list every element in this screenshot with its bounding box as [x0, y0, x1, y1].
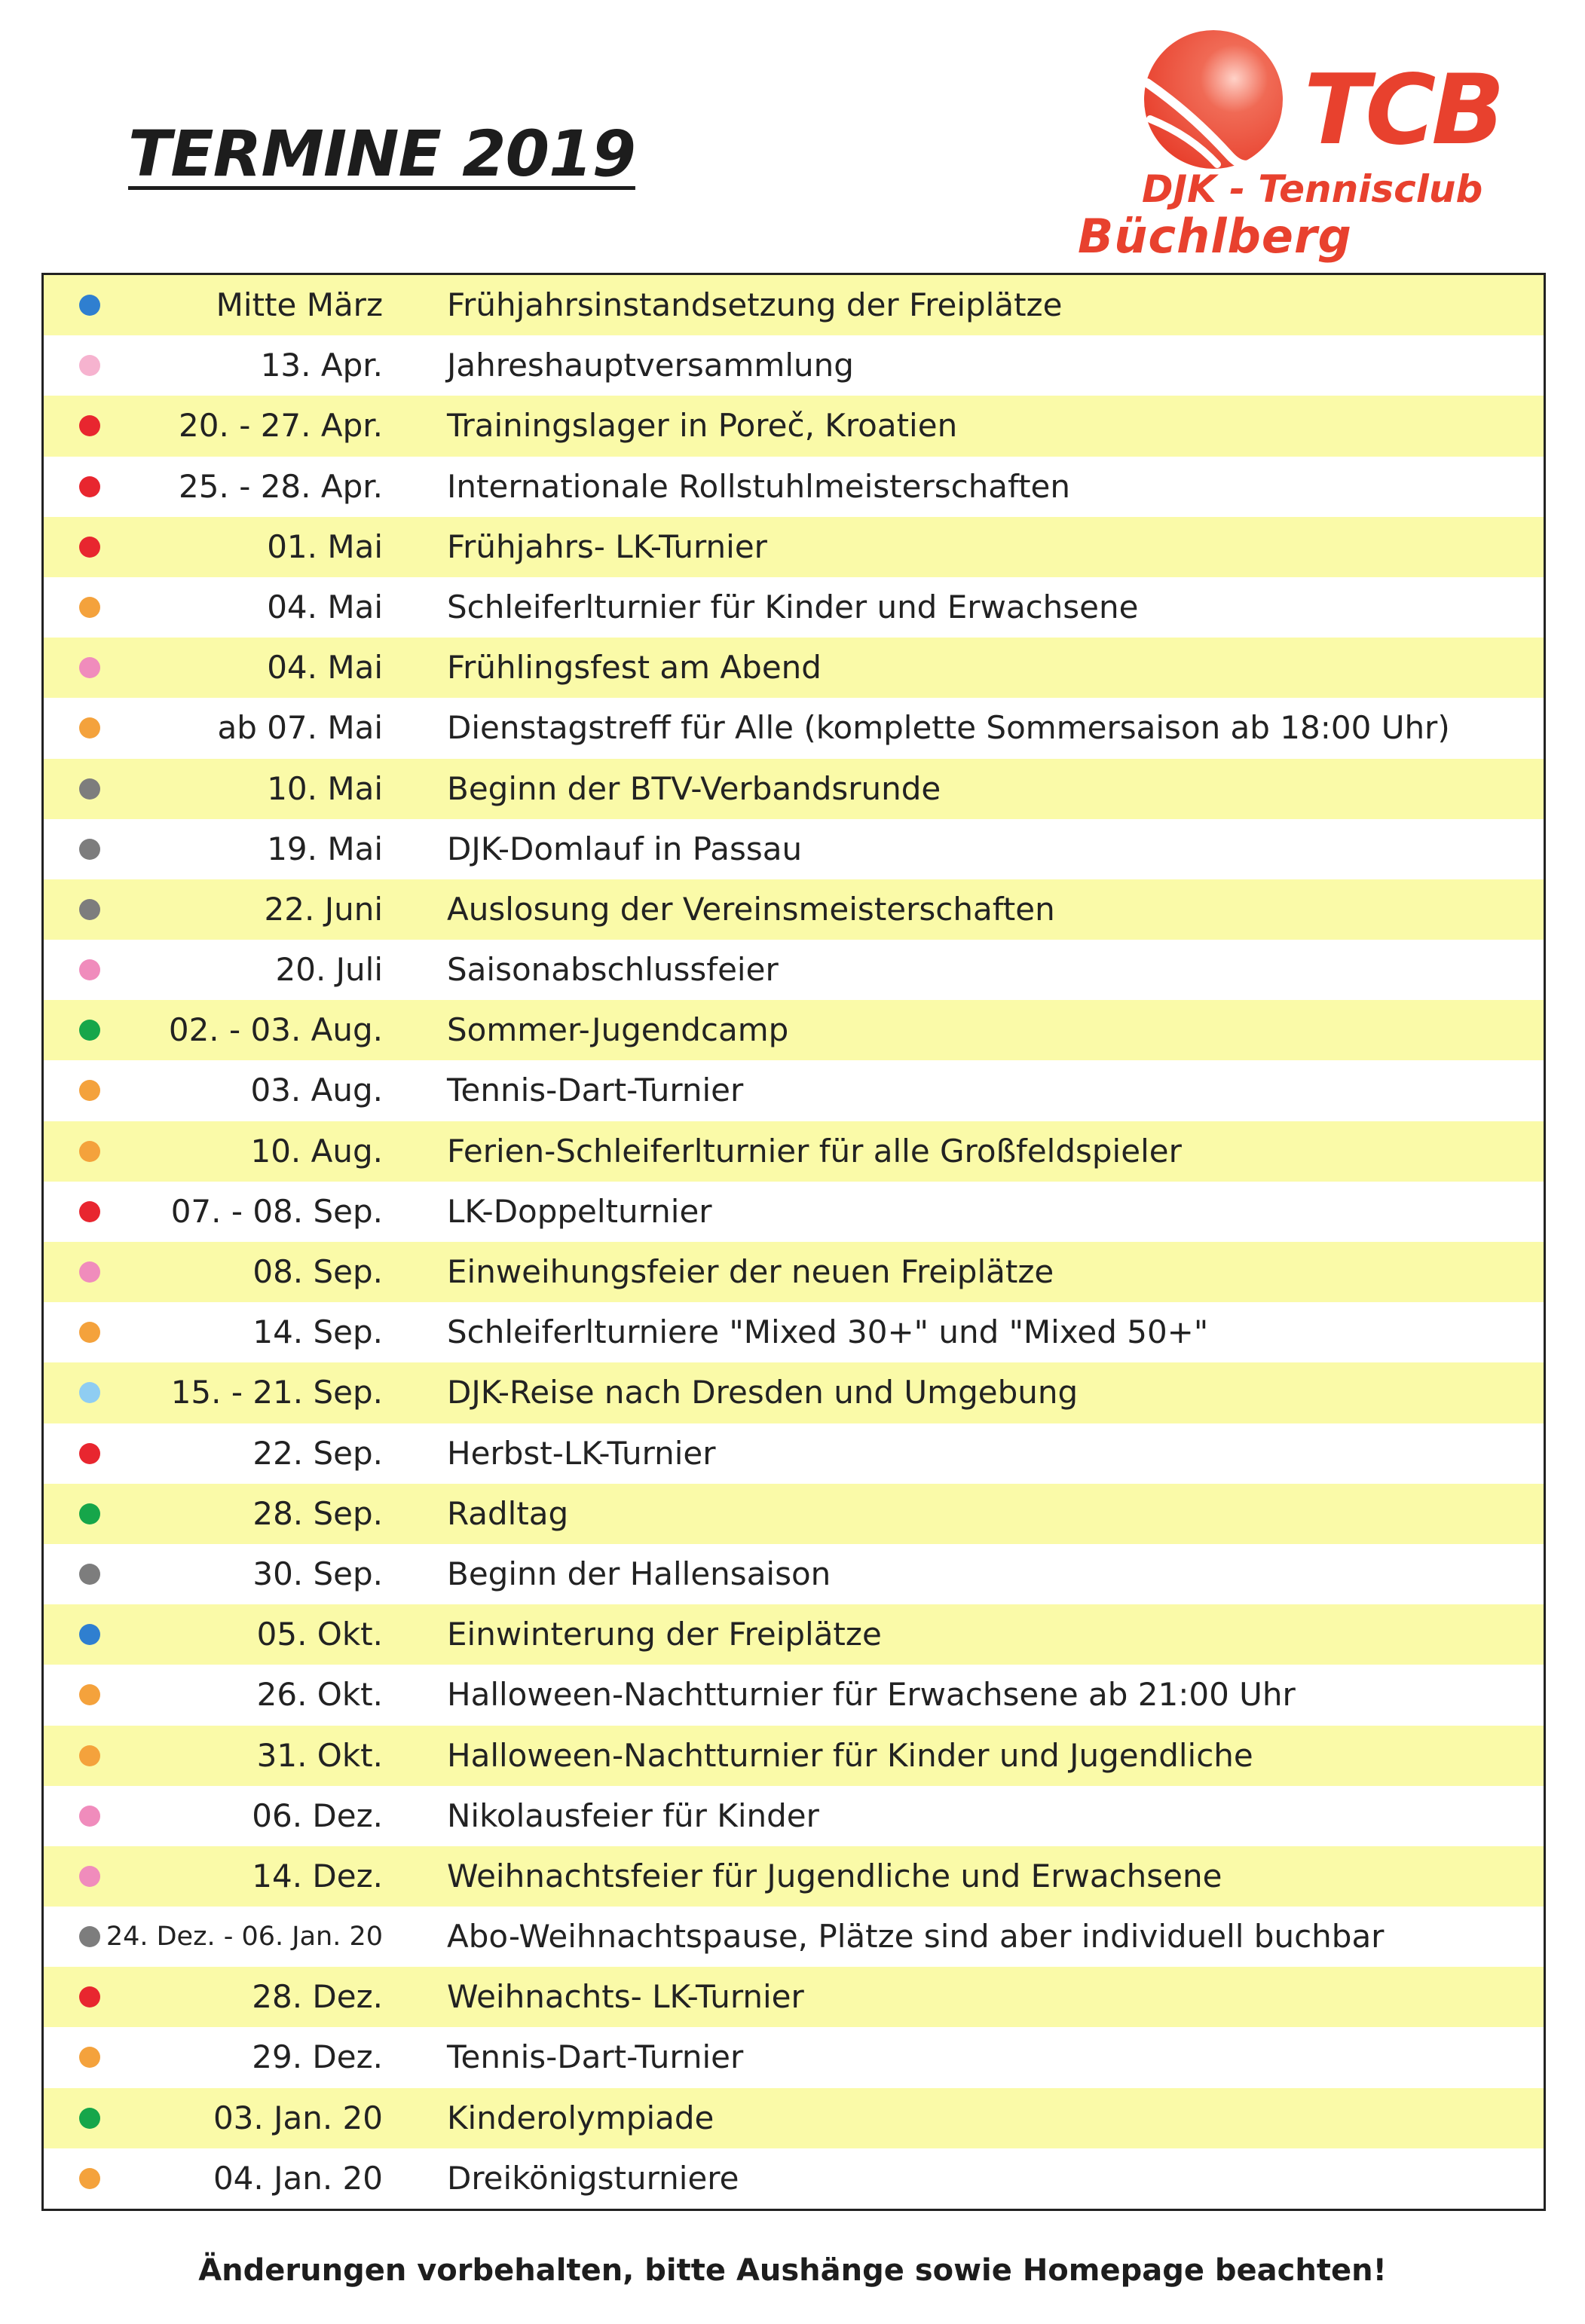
category-dot-icon	[79, 1745, 100, 1766]
event-row	[44, 1000, 1544, 1060]
category-dot-icon	[79, 1866, 100, 1887]
category-dot-icon	[79, 778, 100, 800]
event-date: 28. Sep.	[252, 1494, 383, 1532]
category-dot-icon	[79, 355, 100, 376]
event-row	[44, 1846, 1544, 1907]
event-row	[44, 819, 1544, 879]
event-date: 22. Juni	[264, 890, 383, 928]
category-dot-icon	[79, 1080, 100, 1101]
category-dot-icon	[79, 717, 100, 738]
event-title: Einwinterung der Freiplätze	[447, 1616, 882, 1653]
category-dot-icon	[79, 1020, 100, 1041]
page-title: TERMINE 2019	[128, 117, 635, 191]
event-row	[44, 1484, 1544, 1544]
event-row	[44, 1907, 1544, 1967]
category-dot-icon	[79, 1564, 100, 1585]
event-row	[44, 879, 1544, 940]
event-row	[44, 457, 1544, 517]
event-row	[44, 940, 1544, 1000]
event-row	[44, 1665, 1544, 1725]
event-title: Internationale Rollstuhlmeisterschaften	[447, 467, 1071, 505]
event-date: 05. Okt.	[256, 1616, 383, 1653]
event-title: Auslosung der Vereinsmeisterschaften	[447, 890, 1055, 928]
event-title: Radltag	[447, 1494, 569, 1532]
event-title: Abo-Weihnachtspause, Plätze sind aber individuell buchbar	[447, 1918, 1385, 1956]
event-row	[44, 1060, 1544, 1121]
category-dot-icon	[79, 1624, 100, 1645]
category-dot-icon	[79, 1322, 100, 1343]
event-title: Beginn der Hallensaison	[447, 1555, 831, 1592]
event-date: 10. Mai	[267, 769, 383, 807]
event-date: 02. - 03. Aug.	[168, 1011, 383, 1049]
event-date: 07. - 08. Sep.	[170, 1192, 383, 1230]
event-row	[44, 1423, 1544, 1484]
event-title: Halloween-Nachtturnier für Kinder und Jugendliche	[447, 1736, 1253, 1774]
event-date: 03. Jan. 20	[213, 2099, 383, 2136]
event-title: Sommer-Jugendcamp	[447, 1011, 789, 1049]
event-date: 20. Juli	[275, 951, 383, 989]
event-row	[44, 698, 1544, 758]
event-title: Einweihungsfeier der neuen Freiplätze	[447, 1253, 1054, 1290]
event-title: Schleiferlturnier für Kinder und Erwachsene	[447, 588, 1139, 625]
event-row	[44, 1604, 1544, 1665]
event-title: Saisonabschlussfeier	[447, 951, 779, 989]
event-date: 14. Sep.	[252, 1313, 383, 1351]
category-dot-icon	[79, 839, 100, 860]
category-dot-icon	[79, 476, 100, 497]
event-row	[44, 759, 1544, 819]
event-date: 20. - 27. Apr.	[179, 407, 383, 445]
category-dot-icon	[79, 2108, 100, 2129]
logo-line2: Büchlberg	[1078, 209, 1352, 264]
event-row	[44, 1121, 1544, 1182]
category-dot-icon	[79, 1926, 100, 1947]
category-dot-icon	[79, 415, 100, 436]
event-title: Frühjahrsinstandsetzung der Freiplätze	[447, 286, 1063, 323]
club-logo	[1078, 30, 1545, 271]
event-date: Mitte März	[216, 286, 383, 323]
event-title: Halloween-Nachtturnier für Erwachsene ab 21:00 Uhr	[447, 1676, 1296, 1714]
event-date: 04. Mai	[267, 588, 383, 625]
category-dot-icon	[79, 295, 100, 316]
event-row	[44, 1726, 1544, 1786]
event-title: DJK-Reise nach Dresden und Umgebung	[447, 1374, 1079, 1411]
event-title: Tennis-Dart-Turnier	[447, 2038, 744, 2076]
category-dot-icon	[79, 1986, 100, 2008]
event-title: Kinderolympiade	[447, 2099, 714, 2136]
event-title: Trainingslager in Poreč, Kroatien	[447, 407, 958, 445]
event-date: 26. Okt.	[256, 1676, 383, 1714]
events-table	[41, 273, 1546, 2211]
event-date: 06. Dez.	[252, 1797, 383, 1834]
event-date: 30. Sep.	[252, 1555, 383, 1592]
event-row	[44, 1182, 1544, 1242]
event-title: Jahreshauptversammlung	[447, 347, 854, 384]
event-date: 15. - 21. Sep.	[170, 1374, 383, 1411]
event-row	[44, 577, 1544, 638]
category-dot-icon	[79, 2168, 100, 2189]
event-row	[44, 396, 1544, 456]
event-title: Dreikönigsturniere	[447, 2159, 739, 2197]
event-row	[44, 2027, 1544, 2087]
category-dot-icon	[79, 1382, 100, 1403]
event-title: LK-Doppelturnier	[447, 1192, 712, 1230]
event-row	[44, 1302, 1544, 1362]
category-dot-icon	[79, 1684, 100, 1705]
category-dot-icon	[79, 1261, 100, 1283]
event-title: Nikolausfeier für Kinder	[447, 1797, 819, 1834]
event-date: 19. Mai	[267, 830, 383, 867]
event-date: 03. Aug.	[250, 1072, 383, 1109]
category-dot-icon	[79, 657, 100, 678]
event-title: Tennis-Dart-Turnier	[447, 1072, 744, 1109]
event-row	[44, 335, 1544, 396]
event-row	[44, 638, 1544, 698]
event-row	[44, 517, 1544, 577]
event-date: 14. Dez.	[252, 1857, 383, 1894]
event-title: Herbst-LK-Turnier	[447, 1434, 716, 1472]
category-dot-icon	[79, 1503, 100, 1524]
event-date: 04. Mai	[267, 649, 383, 686]
event-date: 25. - 28. Apr.	[179, 467, 383, 505]
category-dot-icon	[79, 2047, 100, 2068]
event-date: 24. Dez. - 06. Jan. 20	[106, 1922, 383, 1952]
category-dot-icon	[79, 1806, 100, 1827]
event-title: Beginn der BTV-Verbandsrunde	[447, 769, 941, 807]
category-dot-icon	[79, 537, 100, 558]
category-dot-icon	[79, 1201, 100, 1222]
category-dot-icon	[79, 1443, 100, 1464]
category-dot-icon	[79, 899, 100, 920]
category-dot-icon	[79, 959, 100, 980]
event-date: 08. Sep.	[252, 1253, 383, 1290]
event-date: 28. Dez.	[252, 1978, 383, 2016]
event-date: 29. Dez.	[252, 2038, 383, 2076]
event-row	[44, 1362, 1544, 1423]
event-date: 13. Apr.	[260, 347, 383, 384]
tennis-ball-icon	[1144, 30, 1283, 169]
event-title: Ferien-Schleiferlturnier für alle Großfeldspieler	[447, 1132, 1182, 1170]
event-row	[44, 1967, 1544, 2027]
event-title: Weihnachtsfeier für Jugendliche und Erwachsene	[447, 1857, 1222, 1894]
event-date: 10. Aug.	[250, 1132, 383, 1170]
event-row	[44, 275, 1544, 335]
event-row	[44, 2088, 1544, 2148]
footer-note: Änderungen vorbehalten, bitte Aushänge sowie Homepage beachten!	[198, 2253, 1387, 2288]
event-title: Frühjahrs- LK-Turnier	[447, 527, 767, 565]
category-dot-icon	[79, 1141, 100, 1162]
event-title: DJK-Domlauf in Passau	[447, 830, 803, 867]
event-date: 01. Mai	[267, 527, 383, 565]
event-title: Schleiferlturniere "Mixed 30+" und "Mixed 50+"	[447, 1313, 1209, 1351]
event-date: ab 07. Mai	[217, 709, 383, 747]
event-date: 31. Okt.	[256, 1736, 383, 1774]
logo-line1: DJK - Tennisclub	[1142, 167, 1483, 211]
event-row	[44, 1544, 1544, 1604]
event-row	[44, 1242, 1544, 1302]
event-title: Dienstagstreff für Alle (komplette Sommersaison ab 18:00 Uhr)	[447, 709, 1450, 747]
event-title: Weihnachts- LK-Turnier	[447, 1978, 804, 2016]
event-row	[44, 2148, 1544, 2209]
event-date: 22. Sep.	[252, 1434, 383, 1472]
event-row	[44, 1786, 1544, 1846]
event-title: Frühlingsfest am Abend	[447, 649, 822, 686]
event-date: 04. Jan. 20	[213, 2159, 383, 2197]
category-dot-icon	[79, 597, 100, 618]
logo-monogram: TCB	[1304, 54, 1501, 167]
